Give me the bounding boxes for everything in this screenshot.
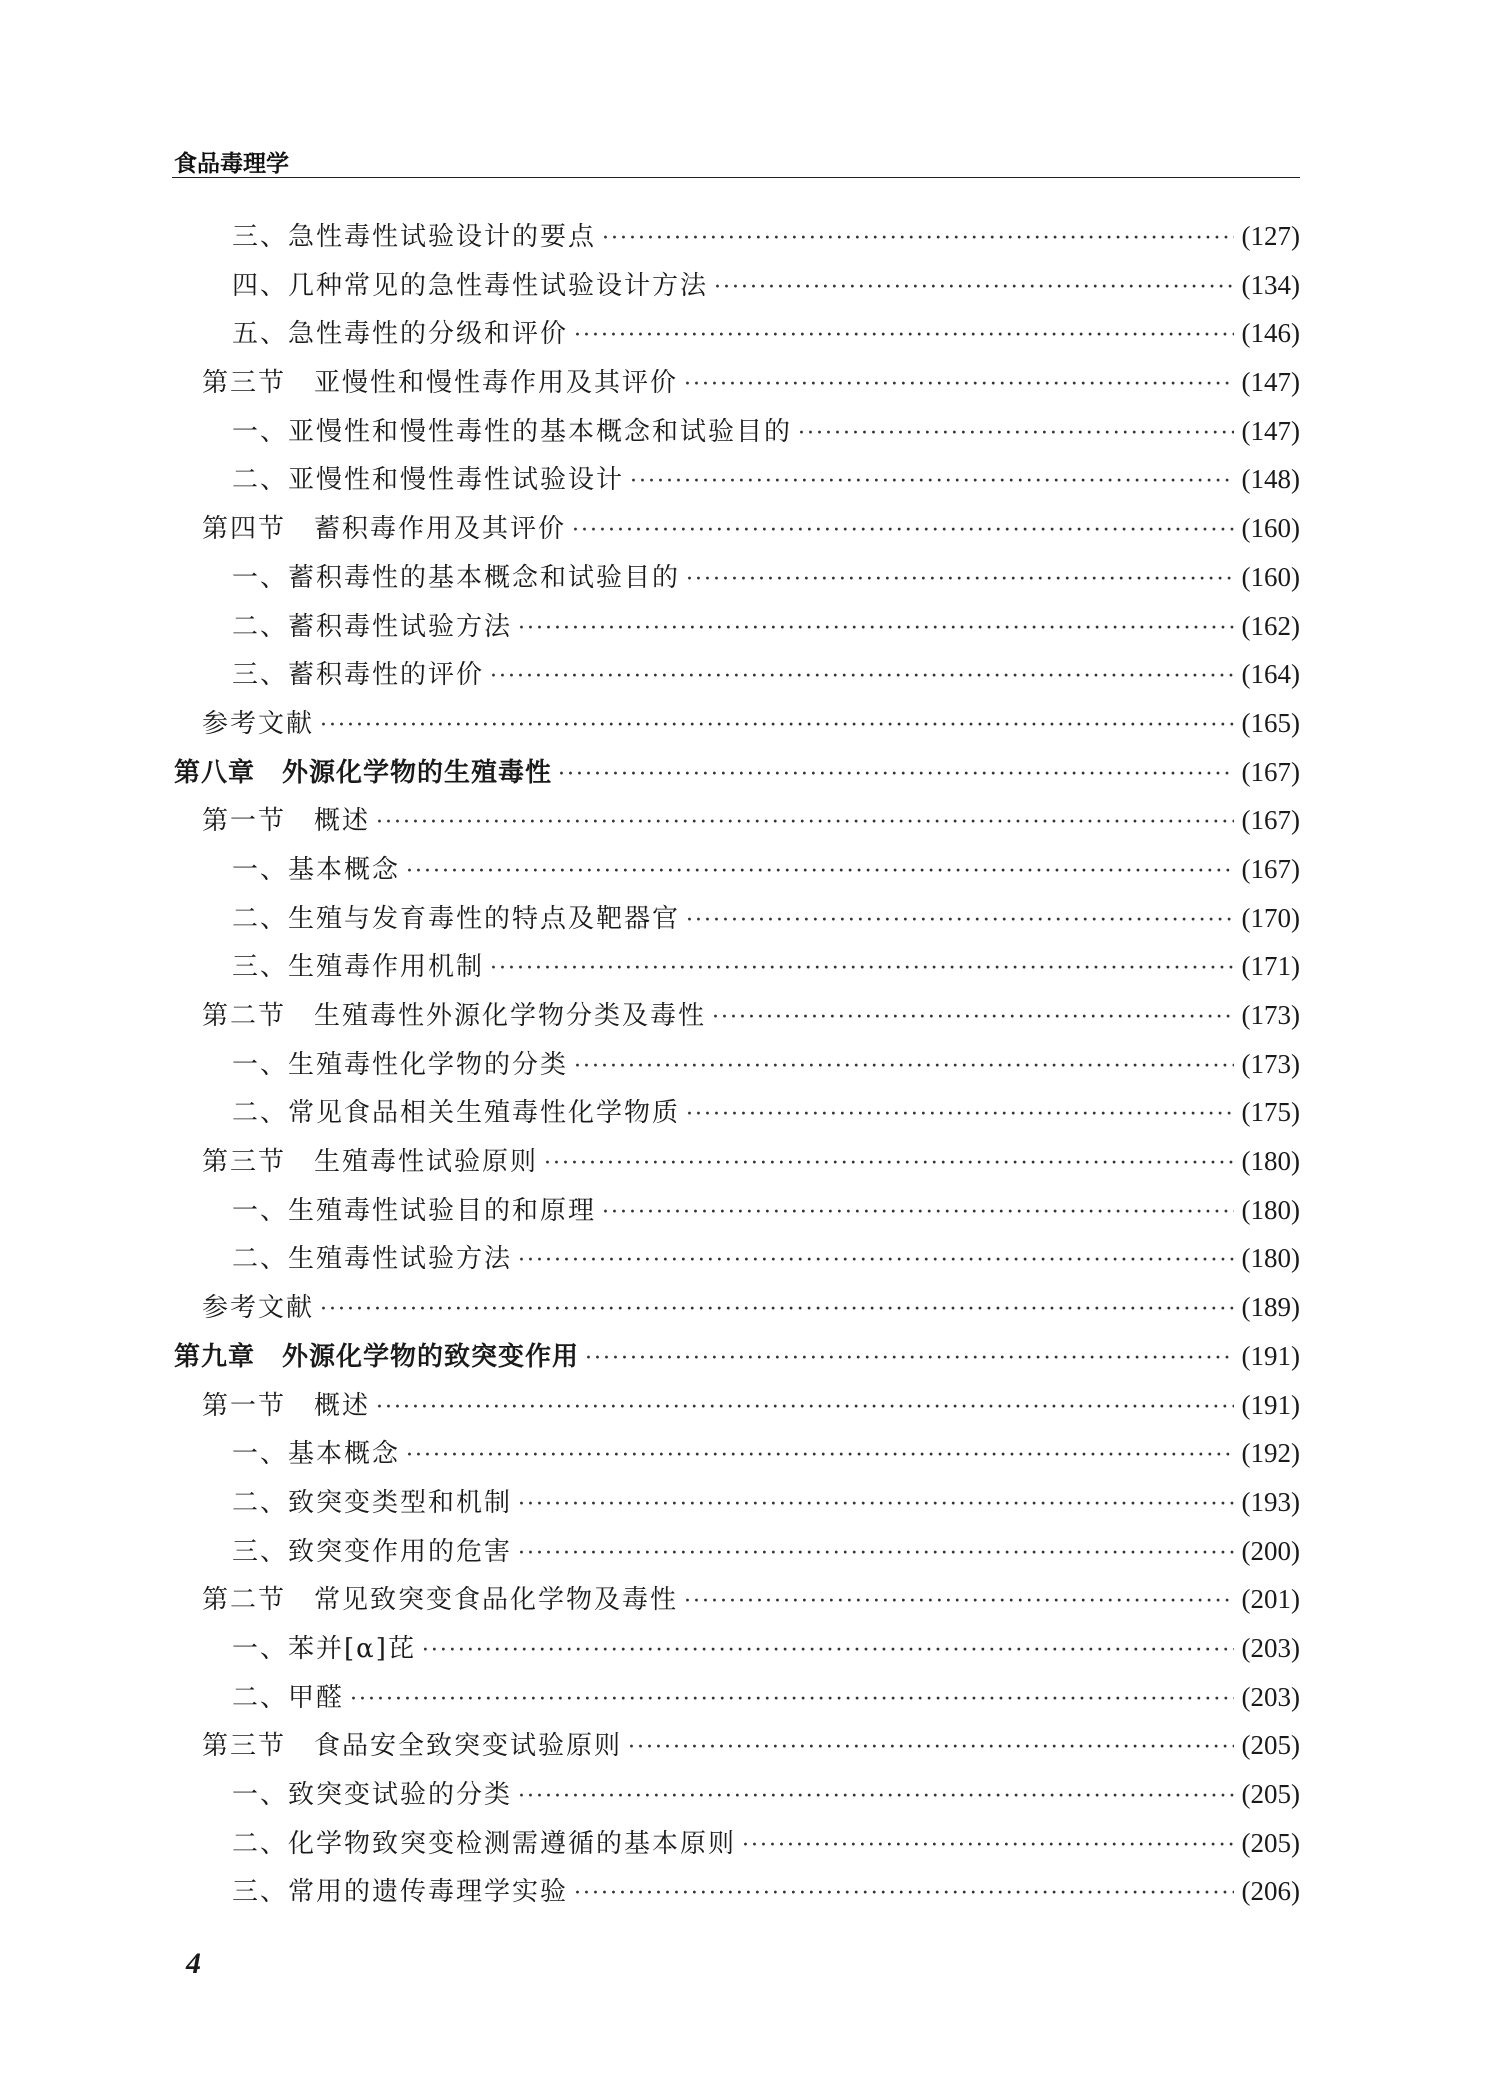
toc-entry-page: (165) bbox=[1241, 707, 1300, 738]
toc-entry-label: 二、常见食品相关生殖毒性化学物质 bbox=[232, 1098, 681, 1129]
dot-leader bbox=[490, 653, 1234, 702]
toc-entry-page: (146) bbox=[1241, 318, 1300, 349]
toc-entry-section[interactable] bbox=[172, 991, 1300, 1040]
dot-leader bbox=[518, 605, 1234, 654]
toc-entry-section[interactable] bbox=[172, 1381, 1300, 1430]
dot-leader bbox=[574, 1043, 1234, 1092]
toc-entry-label: 第八章 外源化学物的生殖毒性 bbox=[174, 757, 553, 788]
toc-entry-label: 一、基本概念 bbox=[232, 854, 401, 885]
dot-leader bbox=[406, 848, 1234, 897]
toc-entry-page: (205) bbox=[1241, 1730, 1300, 1761]
toc-entry-item[interactable] bbox=[172, 1867, 1300, 1916]
toc-entry-section[interactable] bbox=[172, 1137, 1300, 1186]
toc-entry-section[interactable] bbox=[172, 1575, 1300, 1624]
toc-entry-label: 二、致突变类型和机制 bbox=[232, 1487, 513, 1518]
toc-entry-item[interactable] bbox=[172, 261, 1300, 310]
toc-entry-label: 三、急性毒性试验设计的要点 bbox=[232, 222, 597, 252]
running-header bbox=[172, 143, 1300, 178]
page-number: 4 bbox=[186, 1947, 201, 1980]
toc-entry-item[interactable] bbox=[172, 602, 1300, 651]
dot-leader bbox=[376, 799, 1234, 848]
toc-entry-label: 一、致突变试验的分类 bbox=[232, 1780, 513, 1810]
dot-leader bbox=[350, 1676, 1234, 1725]
toc-entry-page: (175) bbox=[1241, 1097, 1300, 1128]
toc-entry-page: (134) bbox=[1241, 269, 1300, 300]
toc-entry-label: 五、急性毒性的分级和评价 bbox=[232, 319, 569, 350]
toc-entry-page: (189) bbox=[1241, 1292, 1300, 1323]
toc-entry-item[interactable] bbox=[172, 1429, 1300, 1478]
toc-entry-item[interactable] bbox=[172, 212, 1300, 261]
toc-entry-label: 一、亚慢性和慢性毒性的基本概念和试验目的 bbox=[232, 416, 793, 447]
toc-entry-item[interactable] bbox=[172, 1088, 1300, 1137]
toc-entry-page: (167) bbox=[1241, 853, 1300, 884]
toc-entry-page: (193) bbox=[1241, 1486, 1300, 1517]
toc-entry-page: (205) bbox=[1241, 1779, 1300, 1809]
toc-entry-item[interactable] bbox=[172, 553, 1300, 602]
toc-entry-page: (171) bbox=[1241, 951, 1300, 982]
toc-entry-label: 二、甲醛 bbox=[232, 1682, 345, 1713]
toc-entry-label: 一、生殖毒性化学物的分类 bbox=[232, 1049, 569, 1080]
toc-entry-label: 第二节 常见致突变食品化学物及毒性 bbox=[202, 1585, 679, 1616]
dot-leader bbox=[544, 1140, 1234, 1189]
toc-entry-label: 第一节 概述 bbox=[202, 806, 371, 837]
dot-leader bbox=[585, 1335, 1234, 1384]
toc-entry-section[interactable] bbox=[172, 504, 1300, 553]
toc-entry-label: 第四节 蓄积毒作用及其评价 bbox=[202, 514, 567, 545]
toc-entry-label: 第三节 生殖毒性试验原则 bbox=[202, 1147, 539, 1178]
dot-leader bbox=[684, 1578, 1234, 1627]
toc-entry-label: 一、苯并[α]芘 bbox=[232, 1633, 416, 1664]
toc-entry-label: 三、常用的遗传毒理学实验 bbox=[232, 1877, 569, 1908]
toc-entry-label: 二、蓄积毒性试验方法 bbox=[232, 611, 513, 642]
dot-leader bbox=[686, 897, 1234, 946]
toc-entry-page: (191) bbox=[1241, 1340, 1300, 1371]
toc-entry-label: 二、生殖毒性试验方法 bbox=[232, 1244, 513, 1275]
dot-leader bbox=[422, 1627, 1234, 1676]
toc-entry-page: (205) bbox=[1241, 1827, 1300, 1858]
book-title: 食品毒理学 bbox=[174, 151, 289, 177]
toc-entry-label: 一、基本概念 bbox=[232, 1439, 401, 1470]
toc-entry-page: (160) bbox=[1241, 561, 1300, 592]
toc-entry-label: 第二节 生殖毒性外源化学物分类及毒性 bbox=[202, 1001, 707, 1031]
toc-entry-label: 三、致突变作用的危害 bbox=[232, 1536, 513, 1567]
toc-entry-item[interactable] bbox=[172, 845, 1300, 894]
toc-entry-item[interactable] bbox=[172, 942, 1300, 991]
dot-leader bbox=[742, 1822, 1234, 1871]
dot-leader bbox=[320, 702, 1234, 751]
toc-entry-page: (200) bbox=[1241, 1535, 1300, 1566]
toc-entry-page: (147) bbox=[1241, 415, 1300, 446]
dot-leader bbox=[602, 215, 1234, 264]
dot-leader bbox=[518, 1481, 1234, 1530]
toc-entry-label: 一、生殖毒性试验目的和原理 bbox=[232, 1195, 597, 1226]
dot-leader bbox=[320, 1286, 1234, 1335]
toc-entry-page: (170) bbox=[1241, 902, 1300, 933]
dot-leader bbox=[376, 1384, 1234, 1433]
dot-leader bbox=[558, 751, 1234, 800]
toc-entry-page: (167) bbox=[1241, 805, 1300, 836]
toc-entry-label: 三、蓄积毒性的评价 bbox=[232, 660, 485, 691]
toc-entry-item[interactable] bbox=[172, 455, 1300, 504]
toc-entry-page: (147) bbox=[1241, 367, 1300, 398]
toc-entry-page: (203) bbox=[1241, 1681, 1300, 1712]
toc-entry-item[interactable] bbox=[172, 1186, 1300, 1235]
dot-leader bbox=[518, 1237, 1234, 1286]
toc-entry-label: 第九章 外源化学物的致突变作用 bbox=[174, 1341, 580, 1372]
toc-entry-page: (180) bbox=[1241, 1194, 1300, 1225]
toc-entry-page: (148) bbox=[1241, 464, 1300, 495]
dot-leader bbox=[686, 556, 1234, 605]
toc-entry-item[interactable] bbox=[172, 1040, 1300, 1089]
toc-entry-label: 参考文献 bbox=[202, 1293, 315, 1324]
dot-leader bbox=[518, 1773, 1234, 1822]
toc-entry-label: 二、化学物致突变检测需遵循的基本原则 bbox=[232, 1828, 737, 1859]
toc-entry-section[interactable] bbox=[172, 1721, 1300, 1770]
toc-entry-item[interactable] bbox=[172, 309, 1300, 358]
toc-entry-chapter[interactable] bbox=[172, 1332, 1300, 1381]
toc-entry-item[interactable] bbox=[172, 1478, 1300, 1527]
toc-entry-label: 四、几种常见的急性毒性试验设计方法 bbox=[232, 270, 709, 301]
dot-leader bbox=[712, 994, 1234, 1043]
toc-entry-page: (180) bbox=[1241, 1146, 1300, 1177]
toc-entry-label: 第三节 亚慢性和慢性毒作用及其评价 bbox=[202, 368, 679, 399]
toc-entry-item[interactable] bbox=[172, 894, 1300, 943]
toc-entry-label: 三、生殖毒作用机制 bbox=[232, 952, 485, 983]
toc-entry-section[interactable] bbox=[172, 358, 1300, 407]
toc-entry-item[interactable] bbox=[172, 1770, 1300, 1819]
dot-leader bbox=[684, 361, 1234, 410]
dot-leader bbox=[714, 264, 1234, 313]
dot-leader bbox=[490, 945, 1234, 994]
toc-entry-page: (167) bbox=[1241, 756, 1300, 787]
dot-leader bbox=[518, 1530, 1234, 1579]
table-of-contents bbox=[172, 212, 1300, 1916]
toc-entry-item[interactable] bbox=[172, 407, 1300, 456]
dot-leader bbox=[572, 507, 1234, 556]
toc-entry-page: (180) bbox=[1241, 1243, 1300, 1274]
toc-entry-page: (160) bbox=[1241, 513, 1300, 544]
toc-entry-page: (164) bbox=[1241, 659, 1300, 690]
toc-entry-item[interactable] bbox=[172, 1234, 1300, 1283]
toc-entry-section[interactable] bbox=[172, 699, 1300, 748]
toc-entry-label: 二、亚慢性和慢性毒性试验设计 bbox=[232, 465, 625, 496]
toc-entry-item[interactable] bbox=[172, 1624, 1300, 1673]
dot-leader bbox=[574, 1870, 1234, 1919]
toc-entry-page: (192) bbox=[1241, 1438, 1300, 1469]
dot-leader bbox=[798, 410, 1234, 459]
toc-entry-page: (173) bbox=[1241, 1048, 1300, 1079]
toc-entry-chapter[interactable] bbox=[172, 748, 1300, 797]
toc-entry-label: 第三节 食品安全致突变试验原则 bbox=[202, 1731, 623, 1762]
toc-entry-item[interactable] bbox=[172, 1527, 1300, 1576]
dot-leader bbox=[406, 1432, 1234, 1481]
toc-entry-section[interactable] bbox=[172, 796, 1300, 845]
toc-entry-page: (191) bbox=[1241, 1389, 1300, 1420]
dot-leader bbox=[574, 312, 1234, 361]
dot-leader bbox=[602, 1189, 1234, 1238]
toc-entry-label: 第一节 概述 bbox=[202, 1390, 371, 1421]
toc-entry-page: (127) bbox=[1241, 221, 1300, 251]
toc-entry-label: 参考文献 bbox=[202, 708, 315, 739]
dot-leader bbox=[628, 1724, 1234, 1773]
toc-entry-page: (206) bbox=[1241, 1876, 1300, 1907]
dot-leader bbox=[686, 1091, 1234, 1140]
dot-leader bbox=[630, 458, 1234, 507]
toc-entry-label: 一、蓄积毒性的基本概念和试验目的 bbox=[232, 562, 681, 593]
toc-entry-item[interactable] bbox=[172, 650, 1300, 699]
toc-entry-page: (173) bbox=[1241, 1000, 1300, 1030]
toc-entry-page: (201) bbox=[1241, 1584, 1300, 1615]
toc-entry-item[interactable] bbox=[172, 1673, 1300, 1722]
toc-entry-page: (203) bbox=[1241, 1632, 1300, 1663]
toc-entry-section[interactable] bbox=[172, 1283, 1300, 1332]
toc-entry-item[interactable] bbox=[172, 1819, 1300, 1868]
toc-entry-page: (162) bbox=[1241, 610, 1300, 641]
toc-entry-label: 二、生殖与发育毒性的特点及靶器官 bbox=[232, 903, 681, 934]
